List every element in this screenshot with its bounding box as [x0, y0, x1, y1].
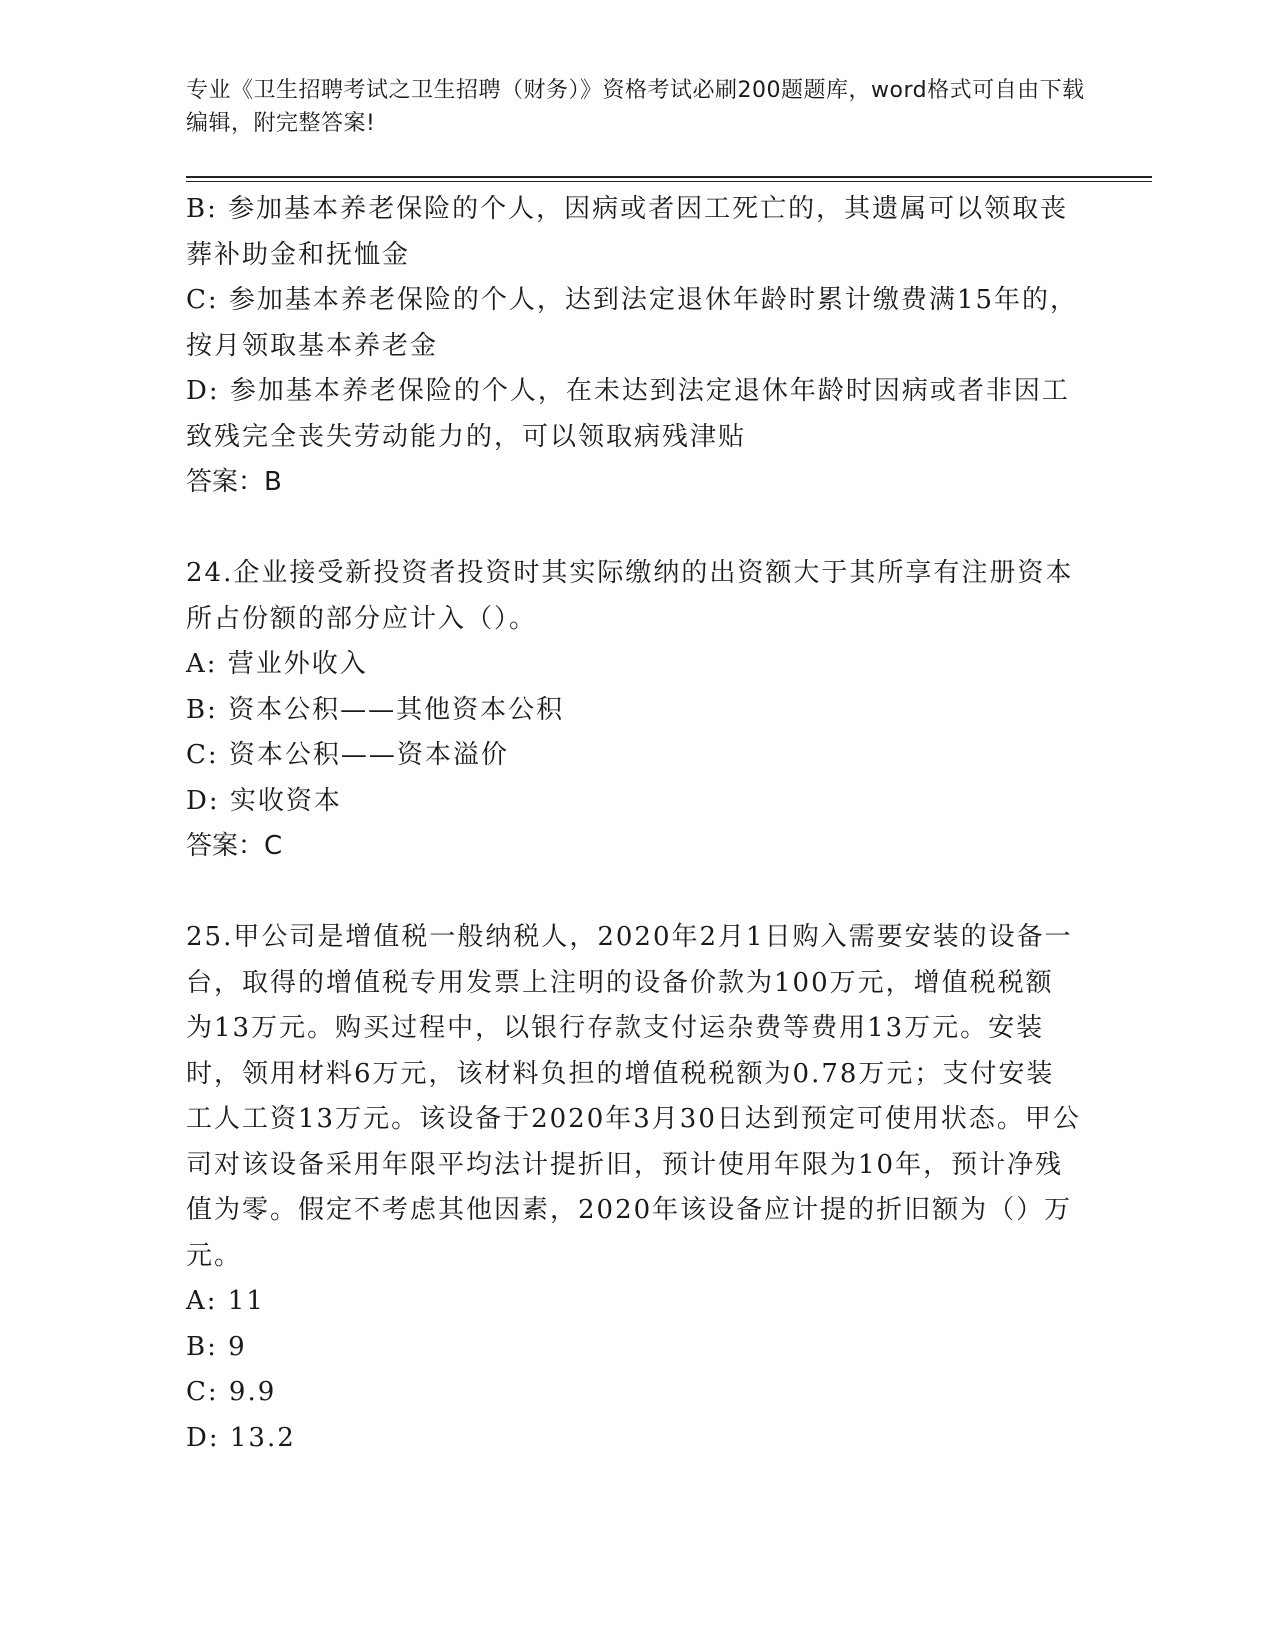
spacer — [186, 506, 1081, 552]
question-stem: 24.企业接受新投资者投资时其实际缴纳的出资额大于其所享有注册资本所占份额的部分应计入（）。 — [186, 558, 1074, 634]
option-b: B: 9 — [186, 1331, 247, 1362]
document-header — [186, 74, 1086, 140]
header-rule-thin — [186, 181, 1152, 182]
answer-line: 答案：C — [186, 831, 283, 861]
option-b: B: 参加基本养老保险的个人，因病或者因工死亡的，其遗属可以领取丧葬补助金和抚恤金 — [186, 194, 1069, 270]
option-c: C: 资本公积——资本溢价 — [186, 740, 509, 770]
option-b: B: 资本公积——其他资本公积 — [186, 694, 565, 725]
option-d: D: 参加基本养老保险的个人，在未达到法定退休年龄时因病或者非因工致残完全丧失劳动能力的，可以领取病残津贴 — [186, 376, 1070, 452]
header-rule-thick — [186, 176, 1152, 178]
question-stem: 25.甲公司是增值税一般纳税人，2020年2月1日购入需要安装的设备一台，取得的增值税专用发票上注明的设备价款为100万元，增值税税额为13万元。购买过程中，以银行存款支付运杂费等费用13万元。安装时，领用材料6万元，该材料负担的增值税税额为0.78万元；支付安装工人工资13万元。该设备于2020年3月30日达到预定可使用状态。甲公司对该设备采用年限平均法计提折旧，预计使用年限为10年，预计净残值为零。假定不考虑其他因素，2020年该设备应计提的折旧额为（）万元。 — [186, 922, 1081, 1271]
option-d: D: 13.2 — [186, 1422, 296, 1453]
question-23-continued — [186, 187, 1081, 506]
answer-line: 答案：B — [186, 467, 282, 497]
option-c: C: 9.9 — [186, 1377, 277, 1407]
spacer — [186, 870, 1081, 916]
header-title: 专业《卫生招聘考试之卫生招聘（财务）》资格考试必刷200题题库，word格式可自由下载编辑，附完整答案! — [186, 78, 1085, 136]
option-a: A: 营业外收入 — [186, 649, 368, 679]
question-24 — [186, 551, 1081, 870]
question-25 — [186, 915, 1081, 1461]
option-d: D: 实收资本 — [186, 785, 342, 816]
option-a: A: 11 — [186, 1286, 265, 1316]
document-body — [186, 187, 1081, 1461]
option-c: C: 参加基本养老保险的个人，达到法定退休年龄时累计缴费满15年的，按月领取基本养老金 — [186, 285, 1079, 361]
